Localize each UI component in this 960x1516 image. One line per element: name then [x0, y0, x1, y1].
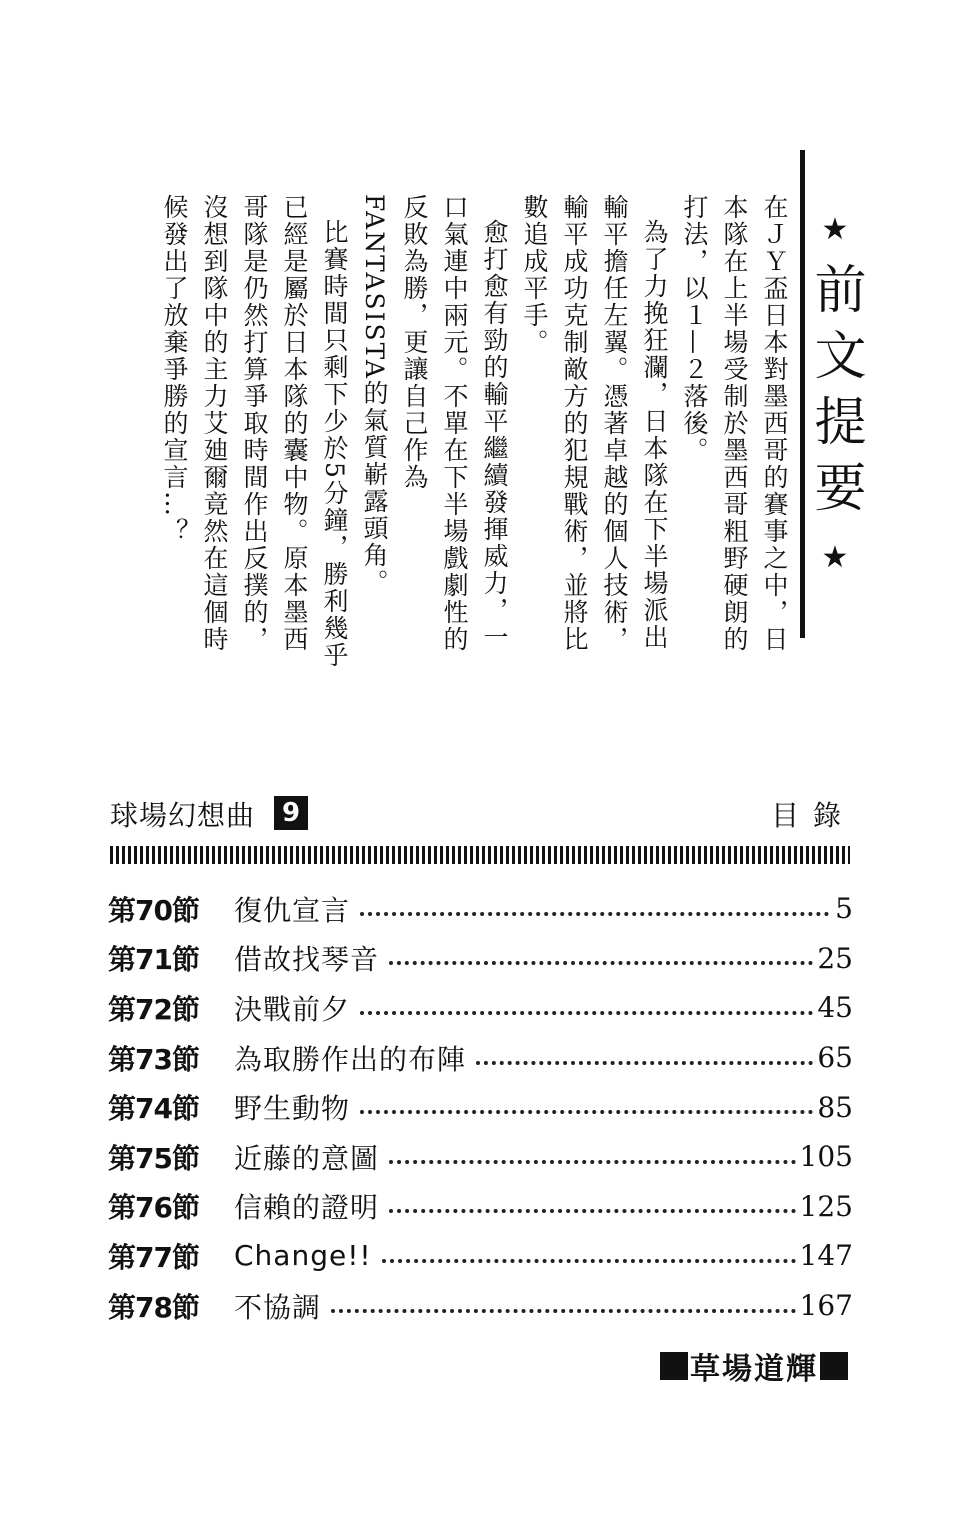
chapter-title: 為取勝作出的布陣	[234, 1042, 467, 1076]
leader-dots	[476, 1061, 813, 1065]
toc-entry[interactable]	[108, 1231, 853, 1281]
toc-header	[110, 794, 855, 834]
star-icon: ★	[821, 540, 849, 575]
chapter-number: 第75節	[108, 1141, 199, 1175]
chapter-number: 第77節	[108, 1240, 199, 1274]
toc-entry[interactable]	[108, 1281, 853, 1331]
synopsis-heading	[800, 210, 870, 750]
chapter-title: 復仇宣言	[234, 893, 351, 927]
synopsis-paragraph: 愈打愈有勁的輸平繼續發揮威力，一口氣連中兩元。不單在下半場戲劇性的反敗為勝，更讓自己作為FANTASISTA的氣質嶄露頭角。	[360, 194, 509, 653]
toc-entry[interactable]	[108, 934, 853, 984]
synopsis-rule	[800, 150, 805, 638]
leader-dots	[389, 1209, 796, 1213]
leader-dots	[389, 1160, 796, 1164]
chapter-title: 決戰前夕	[234, 992, 351, 1026]
chapter-number: 第71節	[108, 943, 199, 977]
page-number: 65	[817, 1041, 853, 1075]
toc-label: 目錄	[770, 799, 855, 832]
page-number: 5	[835, 892, 853, 926]
square-icon	[820, 1352, 848, 1380]
author-name: 草場道輝	[690, 1352, 818, 1387]
decorative-bar	[110, 846, 850, 864]
leader-dots	[382, 1259, 796, 1263]
toc-entry[interactable]	[108, 884, 853, 934]
chapter-title: 近藤的意圖	[234, 1141, 380, 1175]
chapter-number: 第73節	[108, 1042, 199, 1076]
author-credit	[658, 1344, 850, 1388]
chapter-title: Change!!	[234, 1239, 372, 1273]
chapter-title: 野生動物	[234, 1092, 351, 1126]
leader-dots	[389, 961, 813, 965]
toc-entry[interactable]	[108, 1033, 853, 1083]
leader-dots	[360, 1011, 813, 1015]
page-number: 147	[799, 1239, 853, 1273]
synopsis-title: 前文提要	[805, 262, 865, 526]
synopsis-section	[160, 150, 870, 670]
page-number: 45	[817, 991, 853, 1025]
toc-entry[interactable]	[108, 1082, 853, 1132]
leader-dots	[331, 1309, 796, 1313]
page-number: 125	[799, 1189, 853, 1223]
leader-dots	[360, 1110, 813, 1114]
page-number: 167	[799, 1289, 853, 1323]
toc-entry[interactable]	[108, 983, 853, 1033]
chapter-number: 第72節	[108, 992, 199, 1026]
page-number: 25	[817, 941, 853, 975]
chapter-number: 第76節	[108, 1191, 199, 1225]
chapter-number: 第70節	[108, 893, 199, 927]
leader-dots	[360, 912, 829, 916]
square-icon	[660, 1352, 688, 1380]
chapter-title: 借故找琴音	[234, 943, 380, 977]
synopsis-body	[154, 194, 794, 674]
toc-entry[interactable]	[108, 1182, 853, 1232]
toc-list	[108, 884, 853, 1330]
synopsis-paragraph: 為了力挽狂瀾，日本隊在下半場派出輸平擔任左翼。憑著卓越的個人技術，輸平成功克制敵方的犯規戰術，並將比數追成平手。	[520, 194, 669, 653]
chapter-title: 信賴的證明	[234, 1191, 380, 1225]
chapter-number: 第74節	[108, 1092, 199, 1126]
chapter-number: 第78節	[108, 1290, 199, 1324]
synopsis-paragraph: 比賽時間只剩下少於5分鐘，勝利幾乎已經是屬於日本隊的囊中物。原本墨西哥隊是仍然打算爭取時間作出反撲的，沒想到隊中的主力艾廸爾竟然在這個時候發出了放棄爭勝的宣言…？	[160, 194, 349, 669]
book-title: 球場幻想曲	[110, 799, 256, 832]
page-number: 105	[799, 1140, 853, 1174]
volume-badge: 9	[274, 796, 308, 830]
star-icon: ★	[821, 212, 849, 247]
chapter-title: 不協調	[234, 1290, 322, 1324]
toc-entry[interactable]	[108, 1132, 853, 1182]
page-number: 85	[817, 1090, 853, 1124]
synopsis-paragraph: 在ＪＹ盃日本對墨西哥的賽事之中，日本隊在上半場受制於墨西哥粗野硬朗的打法，以１—２落後。	[680, 194, 789, 653]
